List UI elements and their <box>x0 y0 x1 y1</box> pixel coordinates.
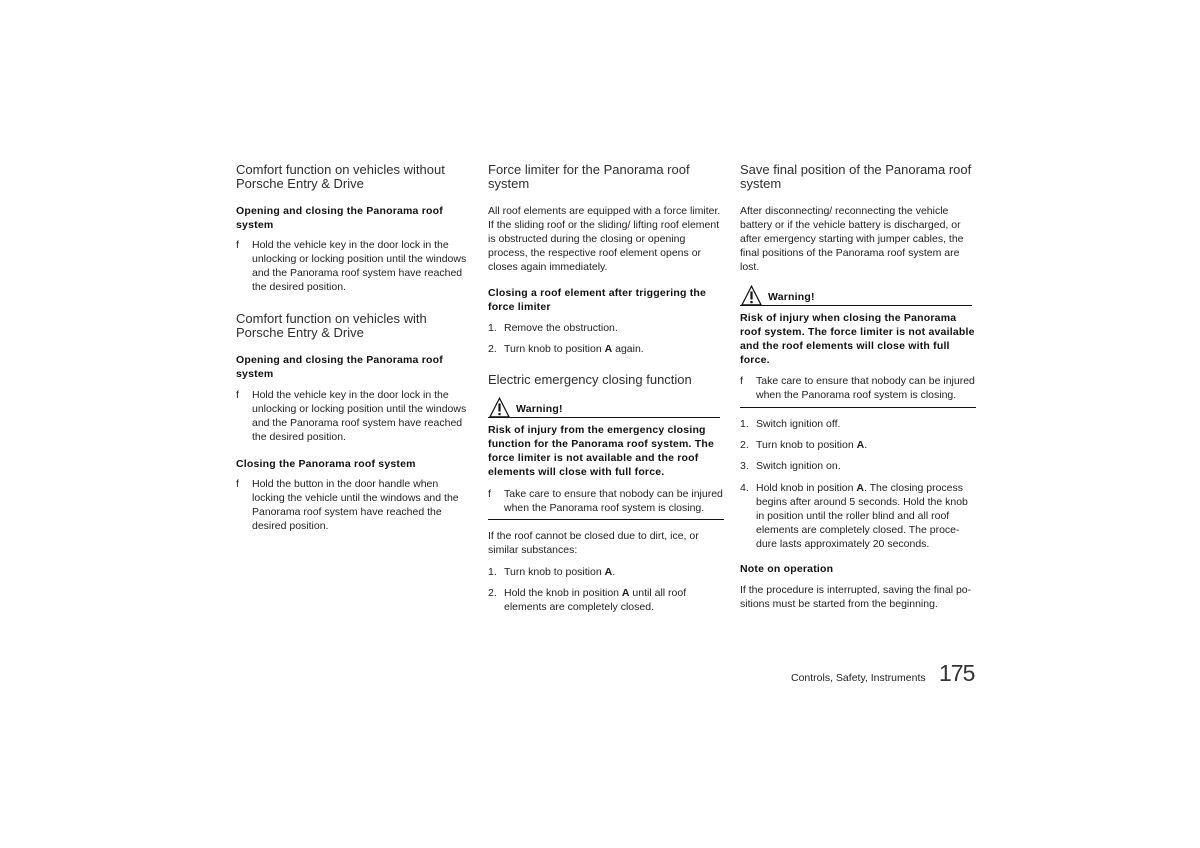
position-label: A <box>856 439 865 451</box>
text-run: Turn knob to position <box>504 566 605 578</box>
list-number: 2. <box>740 439 749 451</box>
bullet-item-text: Hold the vehicle key in the door lock in the unlocking or locking position until the windows and the Panorama roof system have reached the desired position. <box>252 389 467 443</box>
text-run: Turn knob to position <box>504 343 605 355</box>
list-number: 3. <box>740 460 749 472</box>
warning-bottom-rule <box>740 407 976 408</box>
warning-bottom-rule <box>488 519 724 520</box>
warning-label: Warning! <box>516 403 563 415</box>
list-item <box>488 342 644 356</box>
text-run: . The closing process begins after around 5 seconds. Hold the knob in position until the roller blind and all roof elements are completely closed. The proce- dure lasts approximately 20 seconds. <box>756 482 968 550</box>
warning-bullet-item <box>740 374 975 402</box>
list-item <box>740 438 867 452</box>
list-number: 4. <box>740 482 749 494</box>
text-run: until all roof elements are completely closed. <box>504 587 687 613</box>
position-label: A <box>604 566 613 578</box>
bullet-marker: f <box>236 239 239 251</box>
text-run: Hold the knob in position <box>504 587 622 599</box>
warning-triangle-icon <box>741 285 762 306</box>
position-label: A <box>856 482 864 494</box>
list-item-text <box>756 438 867 452</box>
section-heading: Comfort function on vehicles without Porsche Entry & Drive <box>236 162 445 191</box>
list-item-text <box>504 342 644 356</box>
list-item-text <box>756 481 968 551</box>
bullet-item-text: Hold the vehicle key in the door lock in the unlocking or locking position until the windows and the Panorama roof system have reached the desired position. <box>252 239 467 293</box>
paragraph: All roof elements are equipped with a force limiter. If the sliding roof or the sliding/ lifting roof element is obstructed during the closing or opening process, the respective roof element opens or closes again immediately. <box>488 205 721 273</box>
paragraph: If the procedure is interrupted, saving the final po- sitions must be started from the beginning. <box>740 584 972 610</box>
list-item <box>740 459 841 473</box>
list-number: 2. <box>488 587 497 599</box>
text-run: . <box>612 566 616 578</box>
list-item <box>740 417 840 431</box>
subheading: Closing a roof element after triggering the force limiter <box>488 287 707 313</box>
subheading: Opening and closing the Panorama roof system <box>236 205 443 231</box>
list-item <box>488 321 618 335</box>
warning-top-rule <box>488 417 720 418</box>
list-item-text: Remove the obstruction. <box>504 322 618 334</box>
bullet-item <box>236 238 466 294</box>
footer-section-title: Controls, Safety, Instruments <box>791 672 926 684</box>
warning-label: Warning! <box>768 291 815 303</box>
paragraph: After disconnecting/ reconnecting the vehicle battery or if the vehicle battery is discharged, or after emergency starting with jumper cables, the final positions of the Panorama roof system are lost. <box>740 205 964 273</box>
warning-top-rule <box>740 305 972 306</box>
position-label: A <box>604 343 613 355</box>
list-number: 1. <box>740 418 749 430</box>
page-number: 175 <box>939 660 975 686</box>
warning-triangle-icon <box>489 397 510 418</box>
section-heading: Electric emergency closing function <box>488 372 692 387</box>
list-item <box>488 586 686 614</box>
warning-text: Risk of injury when closing the Panorama roof system. The force limiter is not available and the roof elements will close with full force. <box>740 312 975 366</box>
bullet-item <box>236 477 459 533</box>
bullet-item-text: Hold the button in the door handle when locking the vehicle until the windows and the Panorama roof system have reached the desired position. <box>252 478 459 532</box>
list-item <box>740 481 968 551</box>
text-run: Turn knob to position <box>756 439 857 451</box>
subheading: Opening and closing the Panorama roof system <box>236 354 443 380</box>
list-item-text <box>504 586 686 614</box>
list-item <box>488 565 615 579</box>
bullet-marker: f <box>488 488 491 500</box>
list-number: 1. <box>488 322 497 334</box>
paragraph: If the roof cannot be closed due to dirt, ice, or similar substances: <box>488 530 699 556</box>
text-run: again. <box>612 343 644 355</box>
bullet-marker: f <box>740 375 743 387</box>
text-run: . <box>864 439 868 451</box>
bullet-item-text: Take care to ensure that nobody can be injured when the Panorama roof system is closing. <box>504 488 723 514</box>
section-heading: Save final position of the Panorama roof system <box>740 162 972 191</box>
list-item-text <box>504 565 615 579</box>
position-label: A <box>621 587 630 599</box>
subheading: Note on operation <box>740 563 834 575</box>
warning-bullet-item <box>488 487 723 515</box>
bullet-item-text: Take care to ensure that nobody can be injured when the Panorama roof system is closing. <box>756 375 975 401</box>
subheading: Closing the Panorama roof system <box>236 458 416 470</box>
list-number: 1. <box>488 566 497 578</box>
list-item-text: Switch ignition on. <box>756 460 841 472</box>
bullet-item <box>236 388 466 444</box>
warning-text: Risk of injury from the emergency closing function for the Panorama roof system. The force limiter is not available and the roof elements will close with full force. <box>488 424 715 478</box>
list-number: 2. <box>488 343 497 355</box>
bullet-marker: f <box>236 478 239 490</box>
bullet-marker: f <box>236 389 239 401</box>
section-heading: Force limiter for the Panorama roof system <box>488 162 690 191</box>
section-heading: Comfort function on vehicles with Porsche Entry & Drive <box>236 311 427 340</box>
list-item-text: Switch ignition off. <box>756 418 841 430</box>
text-run: Hold knob in position <box>756 482 857 494</box>
